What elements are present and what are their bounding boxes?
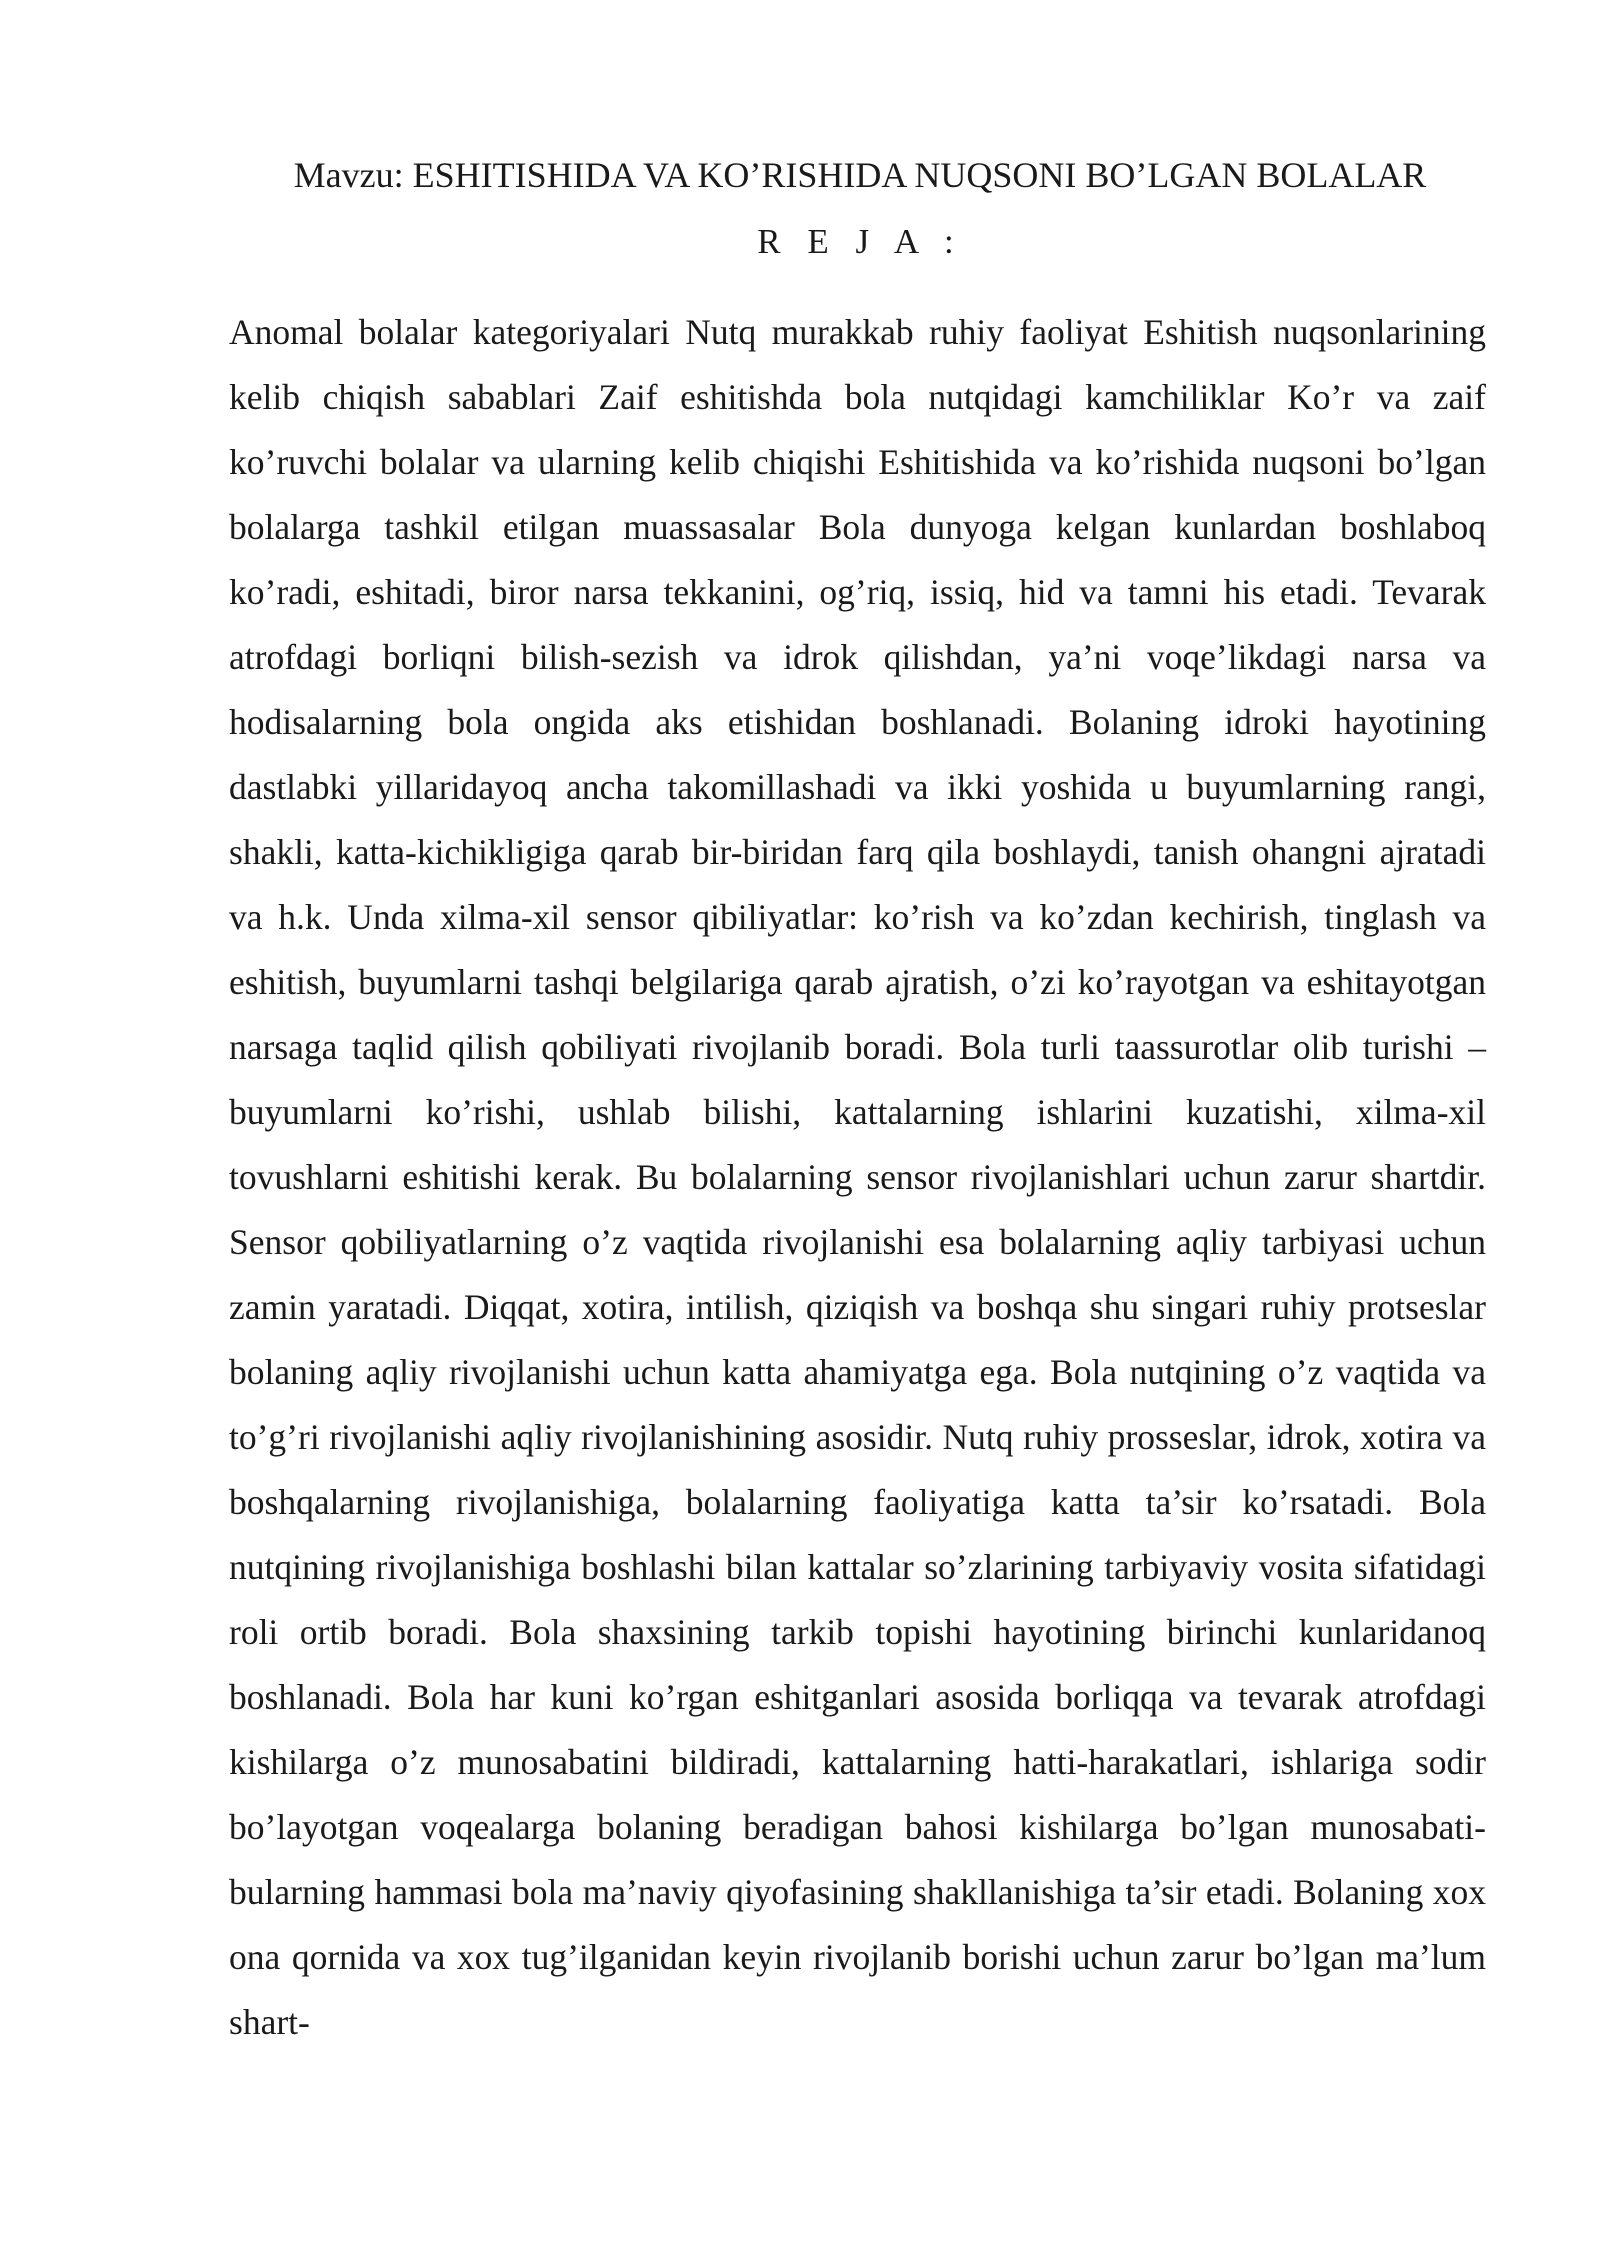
body-paragraph: Anomal bolalar kategoriyalari Nutq murakkab ruhiy faoliyat Eshitish nuqsonlarining kelib chiqish sabablari Zaif eshitishda bola nutqidagi kamchiliklar Ko’r va zaif ko’ruvchi bolalar va ularning kelib chiqishi Eshitishida va ko’rishida nuqsoni bo’lgan bolalarga tashkil etilgan muassasalar Bola dunyoga kelgan kunlardan boshlaboq ko’radi, eshitadi, biror narsa tekkanini, og’riq, issiq, hid va tamni his etadi. Tevarak atrofdagi borliqni bilish-sezish va idrok qilishdan, ya’ni voqe’likdagi narsa va hodisalarning bola ongida aks etishidan boshlanadi. Bolaning idroki hayotining dastlabki yillaridayoq ancha takomillashadi va ikki yoshida u buyumlarning rangi, shakli, katta-kichikligiga qarab bir-biridan farq qila boshlaydi, tanish ohangni ajratadi va h.k. Unda xilma-xil sensor qibiliyatlar: ko’rish va ko’zdan kechirish, tinglash va eshitish, buyumlarni tashqi belgilariga qarab ajratish, o’zi ko’rayotgan va eshitayotgan narsaga taqlid qilish qobiliyati rivojlanib boradi. Bola turli taassurotlar olib turishi –buyumlarni ko’rishi, ushlab bilishi, kattalarning ishlarini kuzatishi, xilma-xil tovushlarni eshitishi kerak. Bu bolalarning sensor rivojlanishlari uchun zarur shartdir. Sensor qobiliyatlarning o’z vaqtida rivojlanishi esa bolalarning aqliy tarbiyasi uchun zamin yaratadi. Diqqat, xotira, intilish, qiziqish va boshqa shu singari ruhiy protseslar bolaning aqliy rivojlanishi uchun katta ahamiyatga ega. Bola nutqining o’z vaqtida va to’g’ri rivojlanishi aqliy rivojlanishining asosidir. Nutq ruhiy prosseslar, idrok, xotira va boshqalarning rivojlanishiga, bolalarning faoliyatiga katta ta’sir ko’rsatadi. Bola nutqining rivojlanishiga boshlashi bilan kattalar so’zlarining tarbiyaviy vosita sifatidagi roli ortib boradi. Bola shaxsining tarkib topishi hayotining birinchi kunlaridanoq boshlanadi. Bola har kuni ko’rgan eshitganlari asosida borliqqa va tevarak atrofdagi kishilarga o’z munosabatini bildiradi, kattalarning hatti-harakatlari, ishlariga sodir bo’layotgan voqealarga bolaning beradigan bahosi kishilarga bo’lgan munosabati-bularning hammasi bola ma’naviy qiyofasining shakllanishiga ta’sir etadi. Bolaning xox ona qornida va xox tug’ilganidan keyin rivojlanib borishi uchun zarur bo’lgan ma’lum shart- <box>229 312 1486 2042</box>
plan-heading-text: R E J A : <box>757 222 963 261</box>
plan-heading <box>0 217 1600 267</box>
document-title: Mavzu: ESHITISHIDA VA KO’RISHIDA NUQSONI BO’LGAN BOLALAR <box>293 155 1427 195</box>
